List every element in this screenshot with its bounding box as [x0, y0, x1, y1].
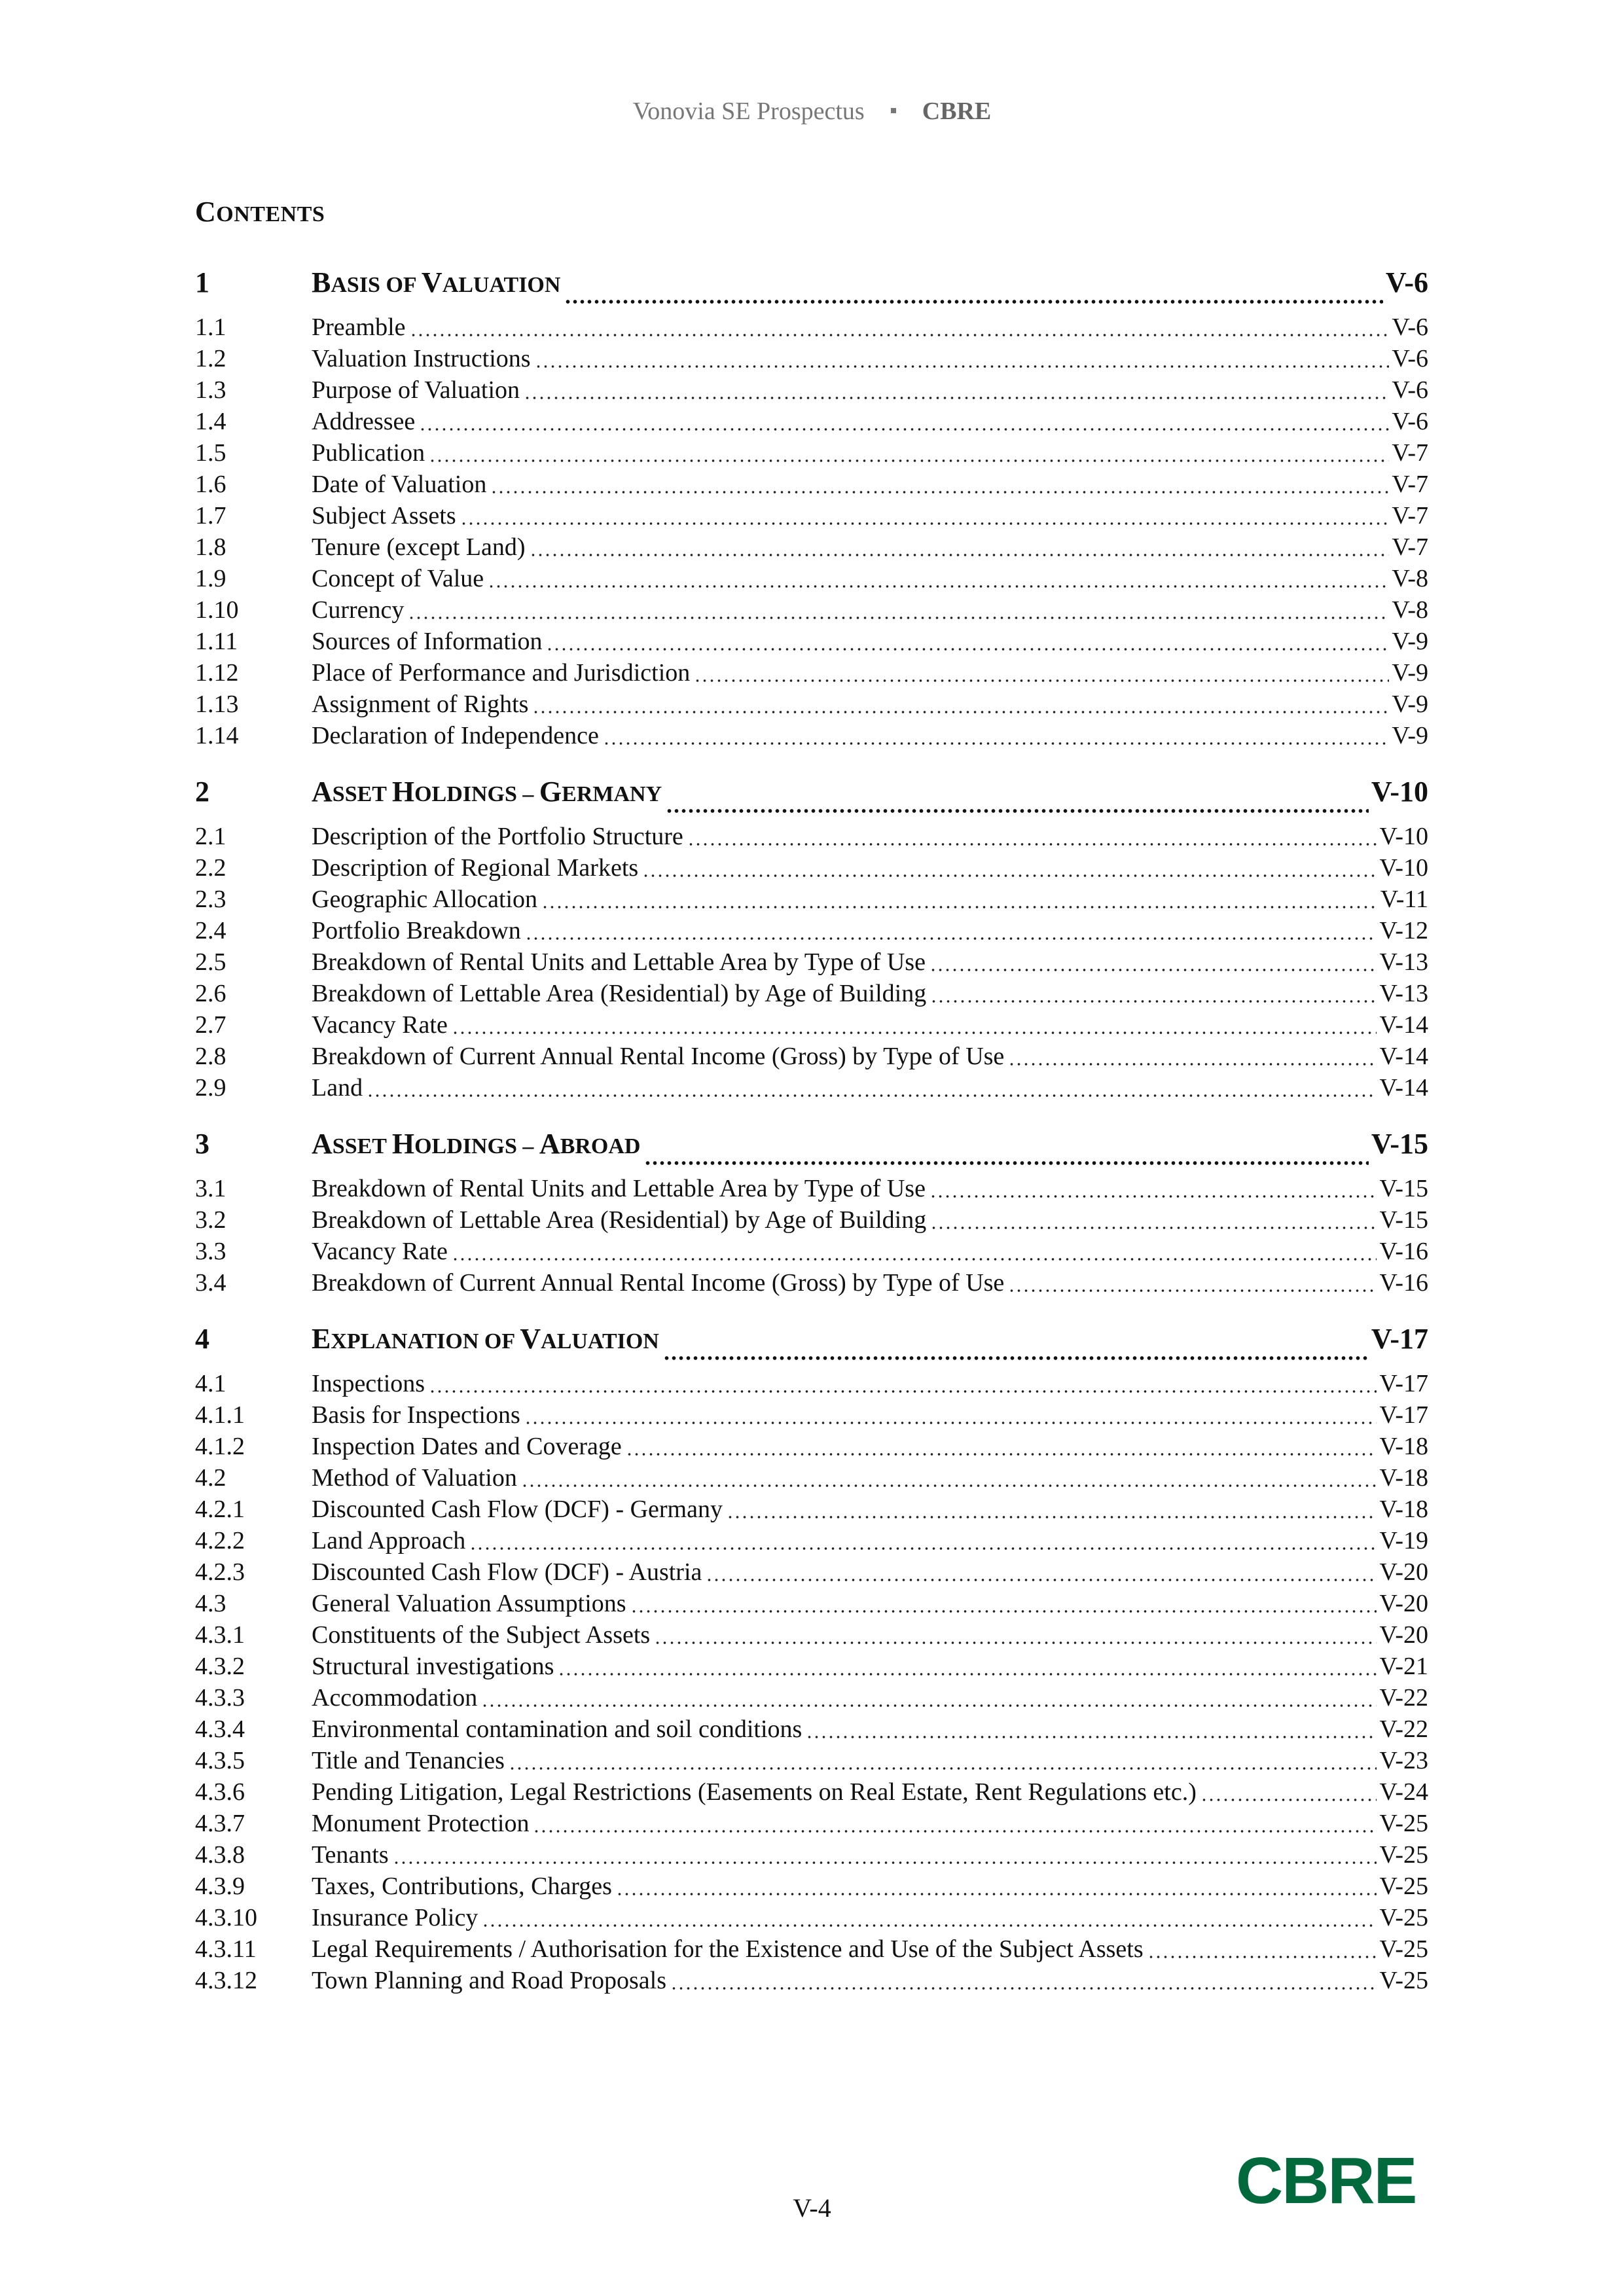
dot-leader: [429, 1390, 1377, 1393]
section-number: 2: [195, 775, 209, 808]
section-title-part: ASIS OF: [331, 272, 422, 297]
entry-title: Land Approach: [312, 1527, 466, 1554]
entry-number: 4.1: [195, 1370, 226, 1397]
entry-title: Breakdown of Current Annual Rental Income (Gross) by Type of Use: [312, 1269, 1005, 1297]
dot-leader: [929, 1194, 1377, 1198]
entry-page: V-19: [1379, 1527, 1428, 1554]
dot-leader: [509, 1767, 1377, 1770]
cbre-logo: CBRE: [1236, 2144, 1416, 2217]
section-title-part: V: [421, 266, 442, 298]
entry-number: 1.7: [195, 502, 226, 529]
entry-page: V-14: [1379, 1043, 1428, 1070]
dot-leader: [558, 1672, 1377, 1676]
entry-title: Vacancy Rate: [312, 1238, 448, 1265]
entry-page: V-18: [1379, 1464, 1428, 1492]
page-number: V-4: [793, 2193, 831, 2223]
entry-page: V-25: [1379, 1810, 1428, 1837]
entry-number: 4.3.1: [195, 1621, 245, 1649]
dot-leader: [524, 396, 1389, 400]
toc-entry[interactable]: [195, 1902, 1428, 1933]
entry-title: Title and Tenancies: [312, 1747, 505, 1774]
entry-number: 2.2: [195, 854, 226, 882]
section-title: [312, 775, 662, 808]
entry-page: V-20: [1379, 1590, 1428, 1617]
header-brand: CBRE: [922, 98, 992, 125]
toc-entry[interactable]: [195, 1267, 1428, 1299]
entry-page: V-12: [1379, 917, 1428, 944]
entry-title: Portfolio Breakdown: [312, 917, 521, 944]
entry-page: V-14: [1379, 1011, 1428, 1039]
entry-number: 3.3: [195, 1238, 226, 1265]
entry-page: V-14: [1379, 1074, 1428, 1102]
entry-title: Land: [312, 1074, 363, 1102]
section-title: [312, 266, 560, 299]
entry-number: 4.3.2: [195, 1653, 245, 1680]
entry-page: V-9: [1392, 691, 1428, 718]
section-title-part: OLDINGS –: [414, 1134, 539, 1158]
toc-entry[interactable]: [195, 689, 1428, 720]
entry-title: Declaration of Independence: [312, 722, 599, 749]
contents-heading-rest: ONTENTS: [216, 202, 325, 226]
entry-number: 1.2: [195, 345, 226, 372]
toc-entry[interactable]: [195, 531, 1428, 563]
entry-page: V-23: [1379, 1747, 1428, 1774]
dot-leader: [603, 742, 1390, 745]
toc-entry[interactable]: [195, 1399, 1428, 1431]
entry-page: V-25: [1379, 1873, 1428, 1900]
entry-page: V-25: [1379, 1904, 1428, 1931]
entry-number: 4.1.2: [195, 1433, 245, 1460]
toc-entry[interactable]: [195, 1839, 1428, 1871]
dot-leader: [1147, 1955, 1377, 1959]
dot-leader: [469, 1547, 1377, 1551]
toc-entry[interactable]: [195, 720, 1428, 751]
dot-leader: [429, 459, 1389, 463]
header-separator: [891, 108, 896, 113]
entry-number: 4.3.12: [195, 1967, 257, 1994]
entry-title: Sources of Information: [312, 628, 543, 655]
entry-title: Assignment of Rights: [312, 691, 529, 718]
entry-title: Subject Assets: [312, 502, 456, 529]
entry-page: V-6: [1392, 376, 1428, 404]
toc-entry[interactable]: [195, 374, 1428, 406]
entry-number: 2.4: [195, 917, 226, 944]
dot-leader: [1200, 1798, 1377, 1802]
toc-section-heading[interactable]: [195, 1309, 1428, 1368]
toc-entry[interactable]: [195, 1525, 1428, 1556]
entry-number: 1.13: [195, 691, 239, 718]
entry-number: 4.2.2: [195, 1527, 245, 1554]
entry-number: 1.5: [195, 439, 226, 467]
entry-number: 2.3: [195, 886, 226, 913]
entry-number: 3.1: [195, 1175, 226, 1202]
entry-title: Taxes, Contributions, Charges: [312, 1873, 612, 1900]
dot-leader: [410, 333, 1390, 337]
toc-entry[interactable]: [195, 915, 1428, 946]
toc-entry[interactable]: [195, 1588, 1428, 1619]
section-title: [312, 1127, 640, 1160]
entry-page: V-20: [1379, 1621, 1428, 1649]
contents-heading-initial: C: [195, 196, 217, 228]
dot-leader: [1008, 1289, 1377, 1293]
dot-leader: [666, 809, 1369, 813]
entry-title: Breakdown of Current Annual Rental Income (Gross) by Type of Use: [312, 1043, 1005, 1070]
toc-entry[interactable]: [195, 852, 1428, 884]
dot-leader: [694, 679, 1389, 683]
entry-number: 4.3.6: [195, 1778, 245, 1806]
toc-entry[interactable]: [195, 946, 1428, 978]
entry-page: V-7: [1392, 439, 1428, 467]
toc-section-heading[interactable]: [195, 1114, 1428, 1173]
entry-title: Vacancy Rate: [312, 1011, 448, 1039]
entry-title: Town Planning and Road Proposals: [312, 1967, 666, 1994]
toc-section: [195, 253, 1428, 751]
entry-number: 4.3.8: [195, 1841, 245, 1869]
entry-title: Date of Valuation: [312, 471, 487, 498]
dot-leader: [1008, 1062, 1377, 1066]
toc-entry[interactable]: [195, 406, 1428, 437]
entry-title: Method of Valuation: [312, 1464, 517, 1492]
dot-leader: [490, 490, 1389, 494]
section-title-part: B: [312, 266, 331, 298]
dot-leader: [393, 1861, 1377, 1865]
entry-title: Pending Litigation, Legal Restrictions (Easements on Real Estate, Rent Regulations etc.): [312, 1778, 1197, 1806]
entry-number: 1.11: [195, 628, 238, 655]
entry-title: General Valuation Assumptions: [312, 1590, 626, 1617]
toc-entry[interactable]: [195, 1713, 1428, 1745]
dot-leader: [706, 1578, 1377, 1582]
entry-number: 3.4: [195, 1269, 226, 1297]
entry-page: V-8: [1392, 565, 1428, 592]
dot-leader: [546, 647, 1389, 651]
toc-entry[interactable]: [195, 1462, 1428, 1494]
dot-leader: [541, 905, 1378, 909]
entry-page: V-9: [1392, 628, 1428, 655]
entry-number: 4.1.1: [195, 1401, 245, 1429]
contents-heading: [195, 195, 325, 228]
running-header: [0, 97, 1624, 126]
table-of-contents: [195, 253, 1428, 2007]
entry-title: Description of Regional Markets: [312, 854, 639, 882]
dot-leader: [806, 1735, 1377, 1739]
section-title-part: OLDINGS –: [414, 781, 539, 806]
entry-number: 4.3.9: [195, 1873, 245, 1900]
entry-number: 4.3.7: [195, 1810, 245, 1837]
toc-entry[interactable]: [195, 978, 1428, 1009]
entry-number: 1.3: [195, 376, 226, 404]
entry-number: 2.1: [195, 823, 226, 850]
toc-entry[interactable]: [195, 1204, 1428, 1236]
toc-entry[interactable]: [195, 1072, 1428, 1103]
section-title-part: E: [312, 1322, 331, 1355]
section-title-part: ALUATION: [541, 1329, 659, 1354]
toc-entry[interactable]: [195, 343, 1428, 374]
toc-entry[interactable]: [195, 1776, 1428, 1808]
entry-number: 1.8: [195, 533, 226, 561]
section-title-part: BROAD: [560, 1134, 641, 1158]
toc-entry[interactable]: [195, 594, 1428, 626]
entry-title: Insurance Policy: [312, 1904, 478, 1931]
section-page: V-6: [1385, 266, 1428, 298]
toc-entry[interactable]: [195, 1651, 1428, 1682]
dot-leader: [525, 937, 1377, 941]
section-page: V-10: [1371, 775, 1428, 808]
entry-page: V-20: [1379, 1558, 1428, 1586]
dot-leader: [535, 365, 1390, 368]
dot-leader: [488, 584, 1389, 588]
entry-title: Breakdown of Rental Units and Lettable Area by Type of Use: [312, 948, 926, 976]
entry-title: Monument Protection: [312, 1810, 530, 1837]
toc-entry[interactable]: [195, 1041, 1428, 1072]
toc-section: [195, 1114, 1428, 1299]
dot-leader: [521, 1484, 1377, 1488]
toc-entry[interactable]: [195, 1009, 1428, 1041]
toc-entry[interactable]: [195, 626, 1428, 657]
dot-leader: [687, 842, 1377, 846]
entry-number: 2.9: [195, 1074, 226, 1102]
dot-leader: [482, 1924, 1377, 1928]
dot-leader: [452, 1257, 1377, 1261]
toc-entry[interactable]: [195, 1682, 1428, 1713]
entry-page: V-15: [1379, 1206, 1428, 1234]
entry-page: V-25: [1379, 1841, 1428, 1869]
toc-entry[interactable]: [195, 884, 1428, 915]
entry-page: V-17: [1379, 1370, 1428, 1397]
entry-page: V-17: [1379, 1401, 1428, 1429]
section-page: V-17: [1371, 1322, 1428, 1355]
dot-leader: [626, 1452, 1377, 1456]
entry-page: V-7: [1392, 502, 1428, 529]
toc-entry[interactable]: [195, 437, 1428, 469]
entry-number: 1.4: [195, 408, 226, 435]
entry-number: 4.3.11: [195, 1935, 257, 1963]
toc-entry[interactable]: [195, 1808, 1428, 1839]
dot-leader: [367, 1094, 1377, 1098]
section-title-part: A: [312, 1127, 333, 1160]
entry-page: V-18: [1379, 1433, 1428, 1460]
section-title-part: A: [312, 775, 333, 808]
toc-entry[interactable]: [195, 500, 1428, 531]
entry-page: V-21: [1379, 1653, 1428, 1680]
entry-page: V-6: [1392, 314, 1428, 341]
entry-page: V-13: [1379, 980, 1428, 1007]
entry-page: V-15: [1379, 1175, 1428, 1202]
dot-leader: [530, 553, 1390, 557]
toc-entry[interactable]: [195, 1745, 1428, 1776]
section-number: 3: [195, 1127, 209, 1160]
dot-leader: [532, 710, 1389, 714]
toc-entry[interactable]: [195, 1933, 1428, 1965]
section-number: 1: [195, 266, 209, 298]
entry-page: V-25: [1379, 1935, 1428, 1963]
entry-title: Breakdown of Rental Units and Lettable Area by Type of Use: [312, 1175, 926, 1202]
dot-leader: [419, 427, 1389, 431]
entry-number: 4.3.10: [195, 1904, 257, 1931]
entry-page: V-10: [1379, 854, 1428, 882]
toc-entry[interactable]: [195, 469, 1428, 500]
entry-title: Environmental contamination and soil conditions: [312, 1715, 803, 1743]
entry-number: 4.2.1: [195, 1496, 245, 1523]
entry-title: Currency: [312, 596, 405, 624]
toc-section-heading[interactable]: [195, 253, 1428, 312]
entry-page: V-6: [1392, 408, 1428, 435]
entry-number: 2.6: [195, 980, 226, 1007]
dot-leader: [408, 616, 1389, 620]
toc-entry[interactable]: [195, 1431, 1428, 1462]
toc-section-heading[interactable]: [195, 762, 1428, 821]
dot-leader: [654, 1641, 1377, 1645]
section-title-part: SSET: [332, 1134, 392, 1158]
dot-leader: [533, 1829, 1377, 1833]
entry-page: V-9: [1392, 659, 1428, 687]
entry-title: Purpose of Valuation: [312, 376, 520, 404]
dot-leader: [644, 1161, 1368, 1165]
toc-section: [195, 1309, 1428, 1996]
section-title-part: H: [391, 1127, 415, 1160]
entry-title: Structural investigations: [312, 1653, 554, 1680]
dot-leader: [930, 1226, 1377, 1230]
entry-number: 4.3.5: [195, 1747, 245, 1774]
entry-page: V-10: [1379, 823, 1428, 850]
entry-title: Legal Requirements / Authorisation for the Existence and Use of the Subject Assets: [312, 1935, 1144, 1963]
entry-page: V-6: [1392, 345, 1428, 372]
entry-page: V-11: [1380, 886, 1428, 913]
entry-title: Tenure (except Land): [312, 533, 526, 561]
entry-number: 3.2: [195, 1206, 226, 1234]
entry-number: 1.6: [195, 471, 226, 498]
entry-number: 1.1: [195, 314, 226, 341]
entry-page: V-18: [1379, 1496, 1428, 1523]
toc-entry[interactable]: [195, 1965, 1428, 1996]
entry-number: 1.9: [195, 565, 226, 592]
entry-number: 4.2: [195, 1464, 226, 1492]
section-title-part: ERMANY: [562, 781, 662, 806]
dot-leader: [929, 968, 1377, 972]
dot-leader: [452, 1031, 1377, 1035]
entry-number: 4.2.3: [195, 1558, 245, 1586]
toc-section: [195, 762, 1428, 1103]
entry-page: V-16: [1379, 1269, 1428, 1297]
toc-entry[interactable]: [195, 1173, 1428, 1204]
section-number: 4: [195, 1322, 209, 1355]
entry-page: V-22: [1379, 1715, 1428, 1743]
toc-entry[interactable]: [195, 1619, 1428, 1651]
toc-entry[interactable]: [195, 1494, 1428, 1525]
entry-page: V-13: [1379, 948, 1428, 976]
entry-title: Valuation Instructions: [312, 345, 531, 372]
entry-title: Description of the Portfolio Structure: [312, 823, 683, 850]
entry-number: 2.8: [195, 1043, 226, 1070]
dot-leader: [524, 1421, 1377, 1425]
entry-title: Place of Performance and Jurisdiction: [312, 659, 691, 687]
dot-leader: [642, 874, 1377, 878]
entry-number: 2.5: [195, 948, 226, 976]
toc-entry[interactable]: [195, 1556, 1428, 1588]
dot-leader: [630, 1609, 1377, 1613]
entry-title: Accommodation: [312, 1684, 478, 1712]
entry-number: 4.3: [195, 1590, 226, 1617]
toc-entry[interactable]: [195, 657, 1428, 689]
entry-page: V-8: [1392, 596, 1428, 624]
dot-leader: [727, 1515, 1377, 1519]
entry-number: 1.10: [195, 596, 239, 624]
header-title: Vonovia SE Prospectus: [632, 98, 865, 125]
entry-title: Preamble: [312, 314, 406, 341]
dot-leader: [670, 1986, 1377, 1990]
toc-entry[interactable]: [195, 1236, 1428, 1267]
entry-title: Discounted Cash Flow (DCF) - Germany: [312, 1496, 723, 1523]
entry-title: Geographic Allocation: [312, 886, 538, 913]
entry-title: Tenants: [312, 1841, 389, 1869]
entry-number: 4.3.4: [195, 1715, 245, 1743]
entry-title: Breakdown of Lettable Area (Residential) by Age of Building: [312, 980, 927, 1007]
entry-page: V-25: [1379, 1967, 1428, 1994]
entry-title: Addressee: [312, 408, 416, 435]
section-title-part: ALUATION: [442, 272, 561, 297]
dot-leader: [930, 999, 1377, 1003]
section-title-part: H: [391, 775, 415, 808]
section-title: [312, 1322, 659, 1355]
dot-leader: [663, 1356, 1369, 1360]
section-title-part: V: [520, 1322, 541, 1355]
section-title-part: XPLANATION OF: [331, 1329, 520, 1354]
toc-entry[interactable]: [195, 821, 1428, 852]
entry-title: Breakdown of Lettable Area (Residential) by Age of Building: [312, 1206, 927, 1234]
toc-entry[interactable]: [195, 1368, 1428, 1399]
entry-number: 4.3.3: [195, 1684, 245, 1712]
entry-title: Constituents of the Subject Assets: [312, 1621, 651, 1649]
entry-page: V-22: [1379, 1684, 1428, 1712]
entry-title: Inspections: [312, 1370, 425, 1397]
entry-page: V-24: [1379, 1778, 1428, 1806]
entry-page: V-9: [1392, 722, 1428, 749]
section-title-part: A: [539, 1127, 560, 1160]
entry-title: Publication: [312, 439, 425, 467]
entry-title: Concept of Value: [312, 565, 484, 592]
entry-page: V-16: [1379, 1238, 1428, 1265]
toc-entry[interactable]: [195, 312, 1428, 343]
toc-entry[interactable]: [195, 563, 1428, 594]
dot-leader: [460, 522, 1390, 526]
entry-title: Basis for Inspections: [312, 1401, 520, 1429]
entry-number: 1.12: [195, 659, 239, 687]
entry-page: V-7: [1392, 533, 1428, 561]
entry-title: Discounted Cash Flow (DCF) - Austria: [312, 1558, 702, 1586]
section-title-part: G: [539, 775, 562, 808]
dot-leader: [616, 1892, 1377, 1896]
entry-number: 1.14: [195, 722, 239, 749]
section-page: V-15: [1371, 1127, 1428, 1160]
entry-title: Inspection Dates and Coverage: [312, 1433, 622, 1460]
section-title-part: SSET: [332, 781, 392, 806]
entry-number: 2.7: [195, 1011, 226, 1039]
toc-entry[interactable]: [195, 1871, 1428, 1902]
dot-leader: [564, 300, 1382, 304]
dot-leader: [481, 1704, 1377, 1708]
entry-page: V-7: [1392, 471, 1428, 498]
